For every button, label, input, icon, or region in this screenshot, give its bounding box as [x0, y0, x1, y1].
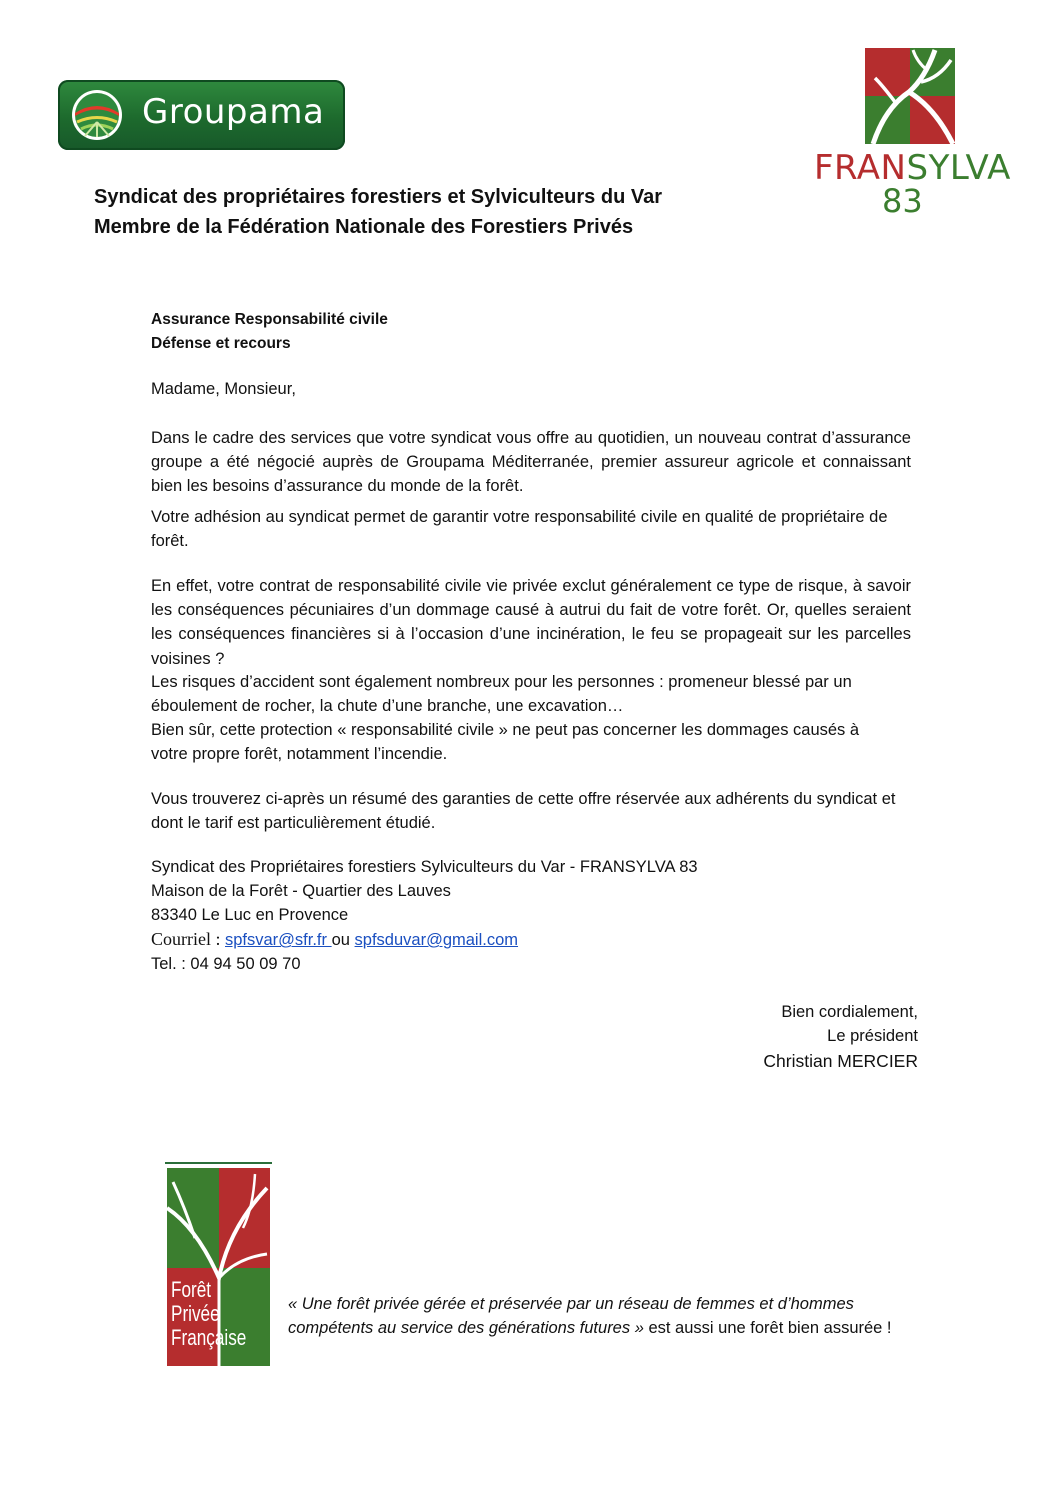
contact-city: 83340 Le Luc en Provence: [151, 906, 349, 924]
fransylva-number: 83: [882, 182, 923, 220]
signatory-name: Christian MERCIER: [763, 1051, 918, 1071]
greeting: Madame, Monsieur,: [151, 380, 296, 398]
footer-quote-italic: « Une forêt privée gérée et préservée par un réseau de femmes et d’hommes compétents au service des générations futures »: [288, 1295, 854, 1338]
email-link-sfr[interactable]: spfsvar@sfr.fr: [225, 931, 332, 949]
subject-line-1: Assurance Responsabilité civile: [151, 311, 388, 328]
email-link-gmail[interactable]: spfsduvar@gmail.com: [354, 931, 519, 949]
paragraph-6: Vous trouverez ci-après un résumé des garanties de cette offre réservée aux adhérents du syndicat et dont le tarif est particulièrement étudié.: [151, 790, 896, 833]
paragraph-5: Bien sûr, cette protection « responsabilité civile » ne peut pas concerner les dommages causés à votre propre forêt, notamment l’incendie.: [151, 721, 860, 764]
header-line-1: Syndicat des propriétaires forestiers et Sylviculteurs du Var: [94, 186, 662, 208]
fransylva-tree-icon: [865, 48, 955, 144]
footer-quote-rest: est aussi une forêt bien assurée !: [643, 1319, 892, 1338]
contact-email-line: [151, 929, 518, 950]
paragraph-3: En effet, votre contrat de responsabilité civile vie privée exclut généralement ce type de risque, à savoir les conséquences pécuniaires d’un dommage causé à autrui du fait de votre forêt. Or, quelles seraient les conséquences financières si à l’occasion d’une incinération, le feu se propageait sur les parcelles voisines ?: [151, 577, 911, 668]
fpf-text-1: Forêt: [171, 1277, 212, 1302]
contact-phone: Tel. : 04 94 50 09 70: [151, 955, 301, 973]
groupama-logo: [58, 80, 345, 150]
signatory-title: Le président: [827, 1027, 918, 1045]
header-line-2: Membre de la Fédération Nationale des Forestiers Privés: [94, 216, 634, 238]
footer-quote: [288, 1292, 898, 1340]
groupama-emblem-icon: [71, 89, 123, 141]
or-word: ou: [331, 931, 355, 949]
fpf-text-2: Privée: [171, 1301, 220, 1326]
foret-privee-francaise-logo: [165, 1162, 272, 1367]
paragraph-4: Les risques d’accident sont également nombreux pour les personnes : promeneur blessé par un éboulement de rocher, la chute d’une branche, une excavation…: [151, 673, 852, 716]
closing: Bien cordialement,: [781, 1003, 918, 1021]
contact-address: Maison de la Forêt - Quartier des Lauves: [151, 882, 451, 900]
courriel-label: Courriel :: [151, 929, 225, 949]
fpf-text-3: Française: [171, 1325, 247, 1350]
fransylva-name: FRANSYLVA: [814, 148, 1011, 188]
contact-organisation: Syndicat des Propriétaires forestiers Sylviculteurs du Var - FRANSYLVA 83: [151, 858, 698, 876]
fransylva-logo: [812, 48, 1011, 220]
paragraph-2: Votre adhésion au syndicat permet de garantir votre responsabilité civile en qualité de propriétaire de forêt.: [151, 508, 888, 551]
subject-line-2: Défense et recours: [151, 335, 291, 352]
paragraph-1: Dans le cadre des services que votre syndicat vous offre au quotidien, un nouveau contrat d’assurance groupe a été négocié auprès de Groupama Méditerranée, premier assureur agricole et connaissant bien les besoins d’assurance du monde de la forêt.: [151, 429, 911, 496]
groupama-wordmark: Groupama: [142, 92, 325, 132]
logo-top-rule: [165, 1162, 272, 1164]
